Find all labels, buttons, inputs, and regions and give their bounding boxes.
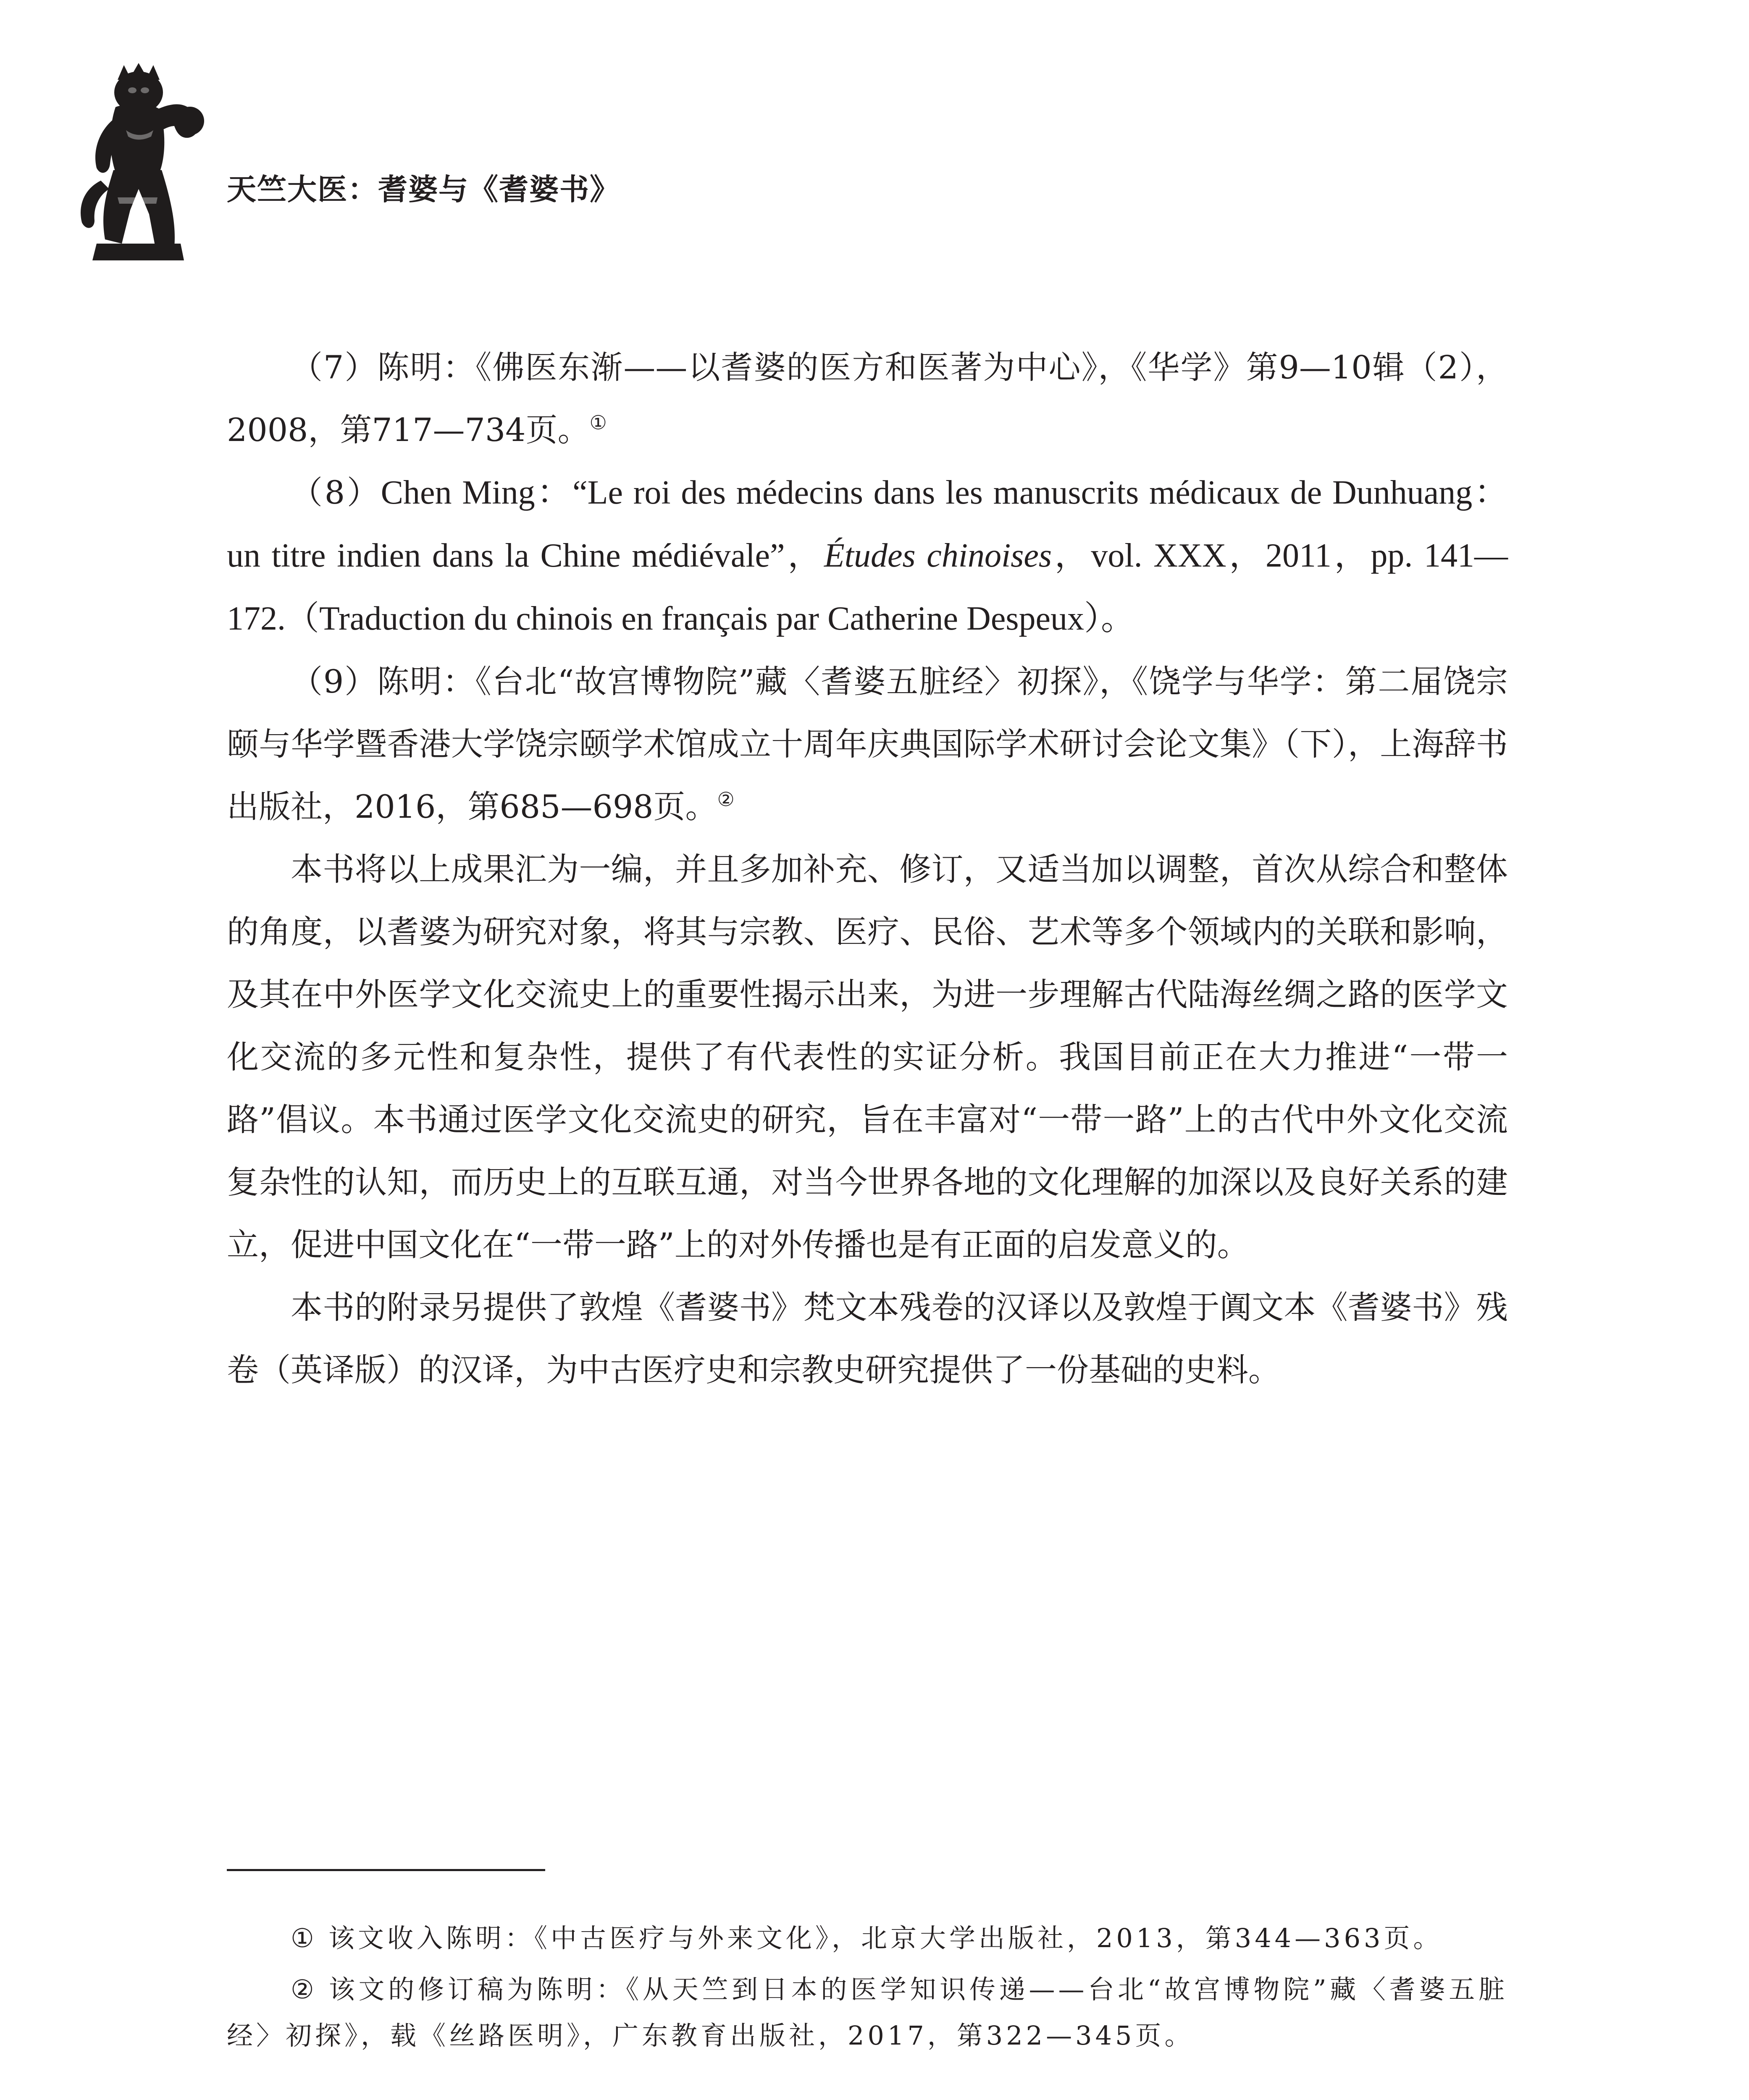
body-paragraph: 本书的附录另提供了敦煌《耆婆书》梵文本残卷的汉译以及敦煌于阗文本《耆婆书》残卷（英译版）的汉译，为中古医疗史和宗教史研究提供了一份基础的史料。 <box>227 1289 1508 1389</box>
footnote-mark: ① <box>291 1923 314 1953</box>
reference-paragraph-7 <box>227 336 1508 461</box>
paragraph-latin-text-tail: ，vol. XXX，2011，pp. 141—172.（Traduction du chinois en français par Catherine Despeux）。 <box>227 537 1508 637</box>
running-title: 天竺大医：耆婆与《耆婆书》 <box>227 172 620 207</box>
footnotes <box>227 1915 1508 2064</box>
paragraph-prefix: （8） <box>291 474 381 511</box>
reference-paragraph-9 <box>227 650 1508 838</box>
paragraph-text: （9）陈明：《台北“故宫博物院”藏〈耆婆五脏经〉初探》，《饶学与华学：第二届饶宗颐与华学暨香港大学饶宗颐学术馆成立十周年庆典国际学术研讨会论文集》（下），上海辞书出版社，2016，第685—698页。 <box>227 663 1508 825</box>
footnote-mark: ② <box>291 1974 314 2005</box>
footnote-text: 该文的修订稿为陈明：《从天竺到日本的医学知识传递——台北“故宫博物院”藏〈耆婆五脏经〉初探》，载《丝路医明》，广东教育出版社，2017，第322—345页。 <box>227 1974 1508 2051</box>
main-text <box>227 336 1508 1401</box>
journal-title-italic: Études chinoises <box>824 537 1052 574</box>
footnote-divider <box>227 1869 545 1871</box>
footnote-text: 该文收入陈明：《中古医疗与外来文化》，北京大学出版社，2013，第344—363页。 <box>328 1923 1443 1953</box>
footnote-2 <box>227 1966 1508 2059</box>
paragraph-latin-text: Chen Ming：“Le roi des médecins dans les manuscrits médicaux de Dunhuang：un titre indien dans la Chine médiévale”， <box>227 474 1508 574</box>
footnote-1 <box>227 1915 1508 1961</box>
body-paragraph: 本书将以上成果汇为一编，并且多加补充、修订，又适当加以调整，首次从综合和整体的角度，以耆婆为研究对象，将其与宗教、医疗、民俗、艺术等多个领域内的关联和影响，及其在中外医学文化交流史上的重要性揭示出来，为进一步理解古代陆海丝绸之路的医学文化交流的多元性和复杂性，提供了有代表性的实证分析。我国目前正在大力推进“一带一路”倡议。本书通过医学文化交流史的研究，旨在丰富对“一带一路”上的古代中外文化交流复杂性的认知，而历史上的互联互通，对当今世界各地的文化理解的加深以及良好关系的建立，促进中国文化在“一带一路”上的对外传播也是有正面的启发意义的。 <box>227 850 1508 1263</box>
paragraph-text: （7）陈明：《佛医东渐——以耆婆的医方和医著为中心》，《华学》第9—10辑（2），2008，第717—734页。 <box>227 349 1508 449</box>
jivaka-figure-icon <box>76 63 210 265</box>
footnote-ref-1[interactable]: ① <box>589 411 607 434</box>
footnote-ref-2[interactable]: ② <box>717 788 735 811</box>
reference-paragraph-8 <box>227 461 1508 650</box>
